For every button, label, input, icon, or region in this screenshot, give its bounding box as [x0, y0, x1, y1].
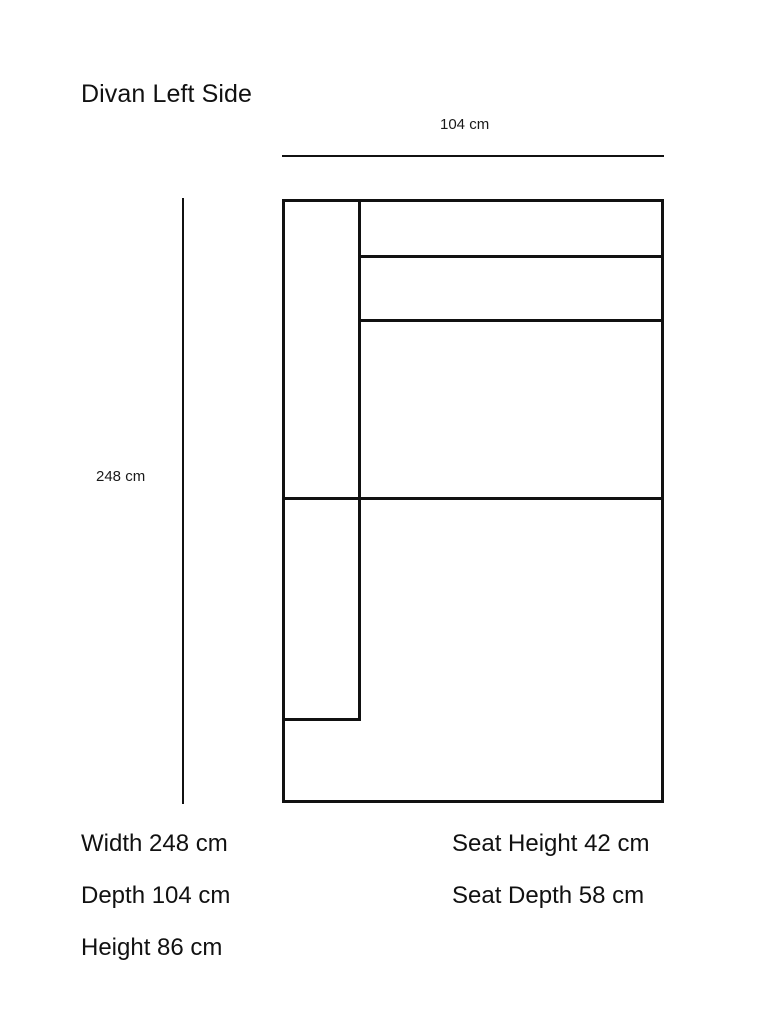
- spec-depth: Depth 104 cm: [81, 882, 231, 909]
- specs-column-left: [81, 818, 230, 974]
- arm-bottom-line-icon: [282, 718, 361, 721]
- spec-width: Width 248 cm: [81, 830, 228, 857]
- sofa-outline-shape: [282, 199, 664, 803]
- page-title: Divan Left Side: [81, 80, 253, 108]
- left-dimension-label: 248 cm: [96, 468, 146, 485]
- back-cushion-line-1-icon: [358, 255, 664, 258]
- top-dimension-line-icon: [282, 155, 664, 157]
- seat-divider-line-icon: [282, 497, 664, 500]
- arm-divider-line-icon: [358, 199, 361, 720]
- top-dimension-label: 104 cm: [440, 116, 490, 133]
- left-dimension-line-icon: [182, 198, 184, 804]
- spec-seat-depth: Seat Depth 58 cm: [452, 882, 645, 909]
- back-cushion-line-2-icon: [358, 319, 664, 322]
- spec-height: Height 86 cm: [81, 934, 223, 961]
- specifications: [0, 818, 768, 998]
- specs-column-right: [452, 818, 649, 922]
- sofa-top-view-drawing: [282, 199, 664, 803]
- spec-seat-height: Seat Height 42 cm: [452, 830, 650, 857]
